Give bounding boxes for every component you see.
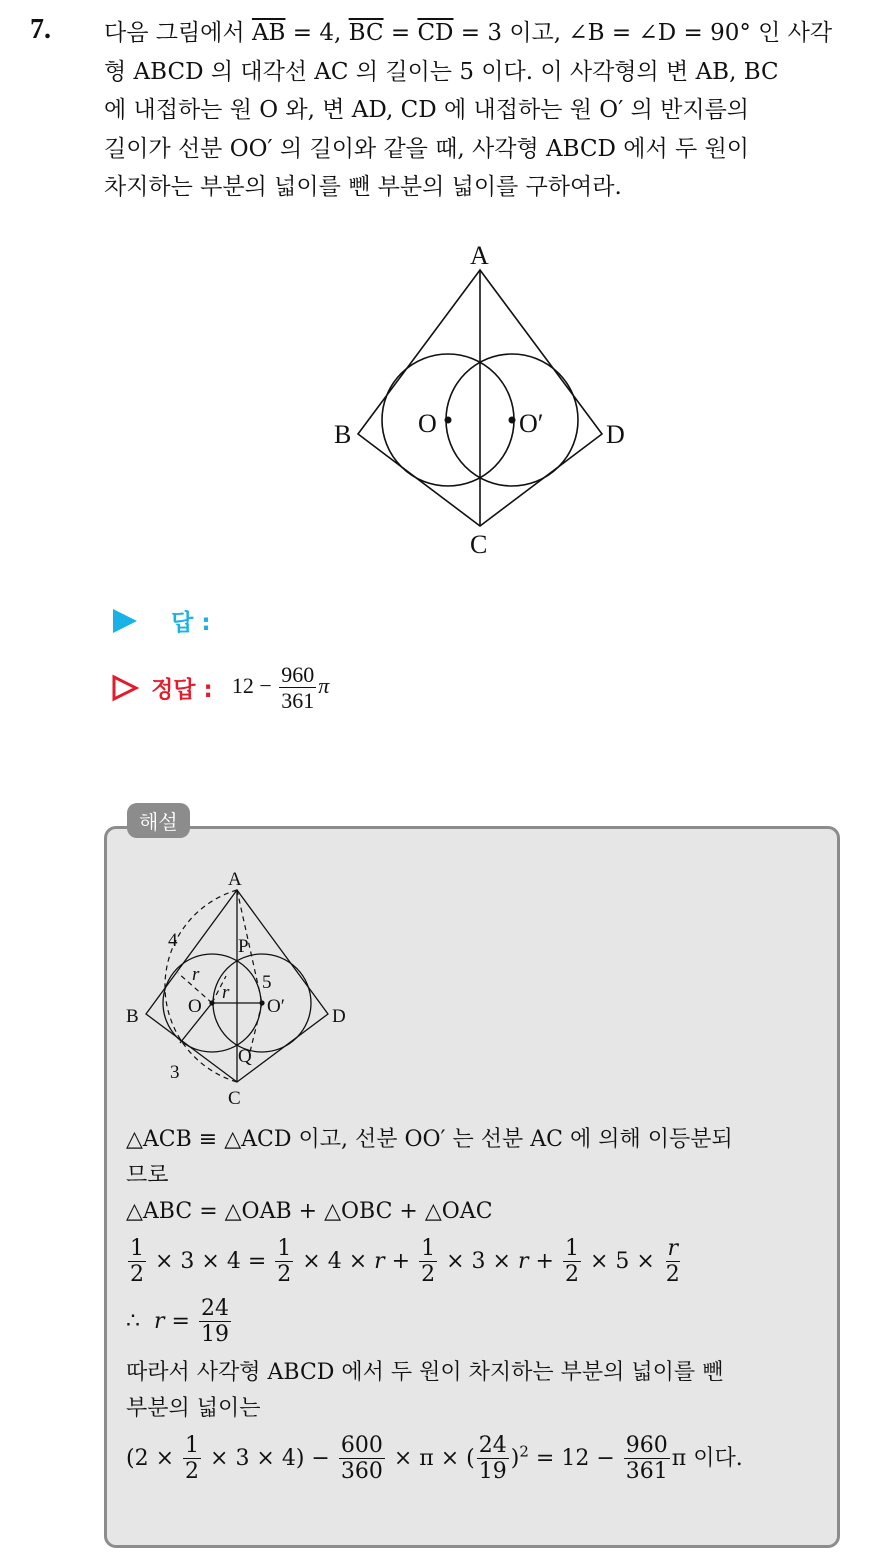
svg-text:r: r [192, 964, 200, 985]
question-text [104, 14, 864, 207]
solution-line-4: 따라서 사각형 ABCD 에서 두 원이 차지하는 부분의 넓이를 뺀 [126, 1360, 724, 1386]
correct-answer-label: 정답 : [151, 677, 213, 704]
question-line-5: 차지하는 부분의 넓이를 뺀 부분의 넓이를 구하여라. [104, 174, 622, 200]
solution-equation-3: (2 × $\frac{1}{2}$ × 3 × 4) − $\frac{600}{360}$ × π × ( $\frac{24}{19}$ )$^2$ = 12 − $\frac{960}{361}$ π 이다. [126, 1433, 743, 1485]
question-line-2: 형 ABCD 의 대각선 AC 의 길이는 5 이다. 이 사각형의 변 AB, BC [104, 58, 779, 85]
filled-triangle-icon [110, 607, 140, 635]
label-o-prime: O′ [519, 409, 544, 438]
svg-text:Q: Q [238, 1046, 252, 1067]
solution-line-1: △ACB ≡ △ACD 이고, 선분 OO′ 는 선분 AC 에 의해 이등분되 [126, 1127, 733, 1152]
solution-tag: 해설 [127, 803, 190, 838]
svg-text:C: C [228, 1088, 241, 1109]
question-line-1: 다음 그림에서 $\overline{AB} = 4$, $\overline{BC} = \overline{CD} = 3$ 이고, ∠B = ∠D = 90° 인 사각 [104, 20, 833, 46]
question-number: 7. [30, 14, 51, 45]
answer-label: 답 : [171, 610, 211, 636]
solution-equation-2: ∴ r = $\frac{24}{19}$ [126, 1295, 229, 1347]
outline-triangle-icon [110, 674, 140, 702]
label-c: C [470, 530, 488, 556]
svg-text:4: 4 [168, 930, 178, 951]
svg-text:A: A [228, 869, 242, 890]
solution-line-3: △ABC = △OAB + △OBC + △OAC [126, 1199, 493, 1224]
label-d: D [606, 420, 625, 449]
solution-text [126, 1122, 826, 1493]
svg-text:5: 5 [262, 972, 272, 993]
svg-text:P: P [238, 936, 249, 957]
label-b: B [334, 420, 352, 449]
quadrilateral-figure [320, 236, 640, 556]
point-o [445, 417, 452, 424]
correct-answer-row [110, 662, 329, 722]
point-o-prime [509, 417, 516, 424]
answer-row [110, 604, 211, 644]
svg-text:O′: O′ [267, 996, 285, 1017]
solution-line-5: 부분의 넓이는 [126, 1396, 261, 1422]
svg-text:3: 3 [170, 1062, 180, 1083]
solution-equation-1: $\frac{1}{2}$ × 3 × 4 = $\frac{1}{2}$ × 4 × r + $\frac{1}{2}$ × 3 × r + $\frac{1}{2}$ × 5 × $\frac{r}{2}$ [130, 1236, 680, 1288]
svg-text:r: r [222, 982, 230, 1003]
question-line-4: 길이가 선분 OO′ 의 길이와 같을 때, 사각형 ABCD 에서 두 원이 [104, 135, 750, 162]
svg-text:B: B [126, 1006, 139, 1027]
svg-text:O: O [188, 996, 202, 1017]
solution-line-2: 므로 [126, 1163, 169, 1188]
question-line-3: 에 내접하는 원 O 와, 변 AD, CD 에 내접하는 원 O′ 의 반지름의 [104, 97, 750, 123]
svg-text:D: D [332, 1006, 346, 1027]
label-a: A [470, 241, 489, 270]
label-o: O [418, 409, 437, 438]
correct-answer-value: 12 − $\frac{960}{361}$ π [231, 662, 330, 714]
solution-figure [122, 866, 362, 1116]
